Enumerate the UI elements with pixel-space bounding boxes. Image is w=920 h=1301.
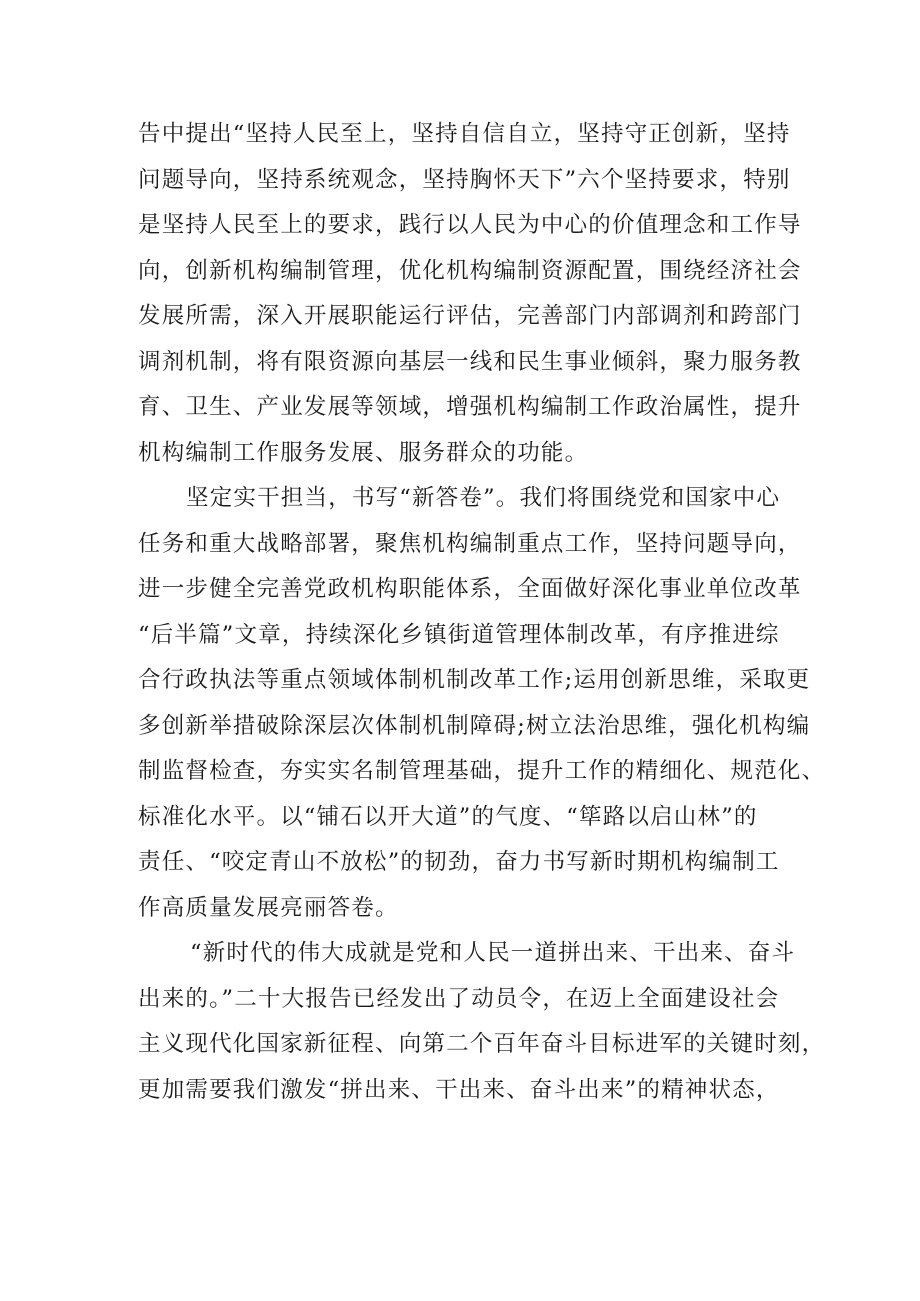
text-line: 告中提出“坚持人民至上，坚持自信自立，坚持守正创新，坚持 [138,121,791,147]
text-line: “新时代的伟大成就是党和人民一道拼出来、干出来、奋斗 [190,940,796,966]
text-line: 多创新举措破除深层次体制机制障碍;树立法治思维，强化机构编 [138,712,811,739]
text-line: 坚定实干担当，书写“新答卷”。我们将围绕党和国家中心 [186,485,781,511]
text-line: 主义现代化国家新征程、向第二个百年奋斗目标进军的关键时刻， [138,1031,826,1057]
text-line: 机构编制工作服务发展、服务群众的功能。 [138,439,589,466]
paragraph-3 [138,931,826,1113]
text-line: 向，创新机构编制管理，优化机构编制资源配置，围绕经济社会 [138,257,802,284]
text-line: 制监督检查，夯实实名制管理基础，提升工作的精细化、规范化、 [138,758,826,784]
text-line: 育、卫生、产业发展等领域，增强机构编制工作政治属性，提升 [138,394,802,420]
text-line: 进一步健全完善党政机构职能体系，全面做好深化事业单位改革 [138,576,802,602]
text-line: 问题导向，坚持系统观念，坚持胸怀天下”六个坚持要求，特别 [138,166,791,193]
text-line: 责任、“咬定青山不放松”的韧劲，奋力书写新时期机构编制工 [138,849,780,875]
text-line: 标准化水平。以“铺石以开大道”的气度、“筚路以启山林”的 [138,803,758,830]
text-line: 出来的。”二十大报告已经发出了动员令，在迈上全面建设社会 [138,985,780,1012]
text-line: 更加需要我们激发“拼出来、干出来、奋斗出来”的精神状态， [138,1076,780,1103]
text-line: 任务和重大战略部署，聚焦机构编制重点工作，坚持问题导向， [138,530,802,557]
text-line: 合行政执法等重点领域体制机制改革工作;运用创新思维，采取更 [138,667,811,693]
text-line: “后半篇”文章，持续深化乡镇街道管理体制改革，有序推进综 [138,621,780,648]
text-line: 发展所需，深入开展职能运行评估，完善部门内部调剂和跨部门 [138,303,802,329]
paragraph-2 [138,476,826,931]
text-line: 调剂机制，将有限资源向基层一线和民生事业倾斜，聚力服务教 [138,348,802,375]
paragraph-1 [138,112,818,476]
text-line: 作高质量发展亮丽答卷。 [138,894,399,921]
document-body [138,112,826,1113]
text-line: 是坚持人民至上的要求，践行以人民为中心的价值理念和工作导 [138,212,802,238]
